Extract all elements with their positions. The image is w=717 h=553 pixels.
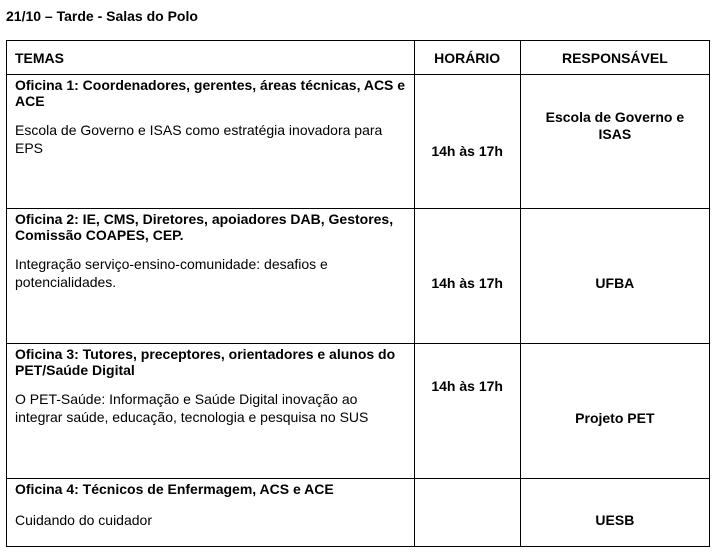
responsible-value: Projeto PET	[575, 410, 655, 426]
workshop-description: Cuidando do cuidador	[15, 512, 152, 528]
page-heading: 21/10 – Tarde - Salas do Polo	[6, 8, 198, 24]
workshop-description: O PET-Saúde: Informação e Saúde Digital inovação ao integrar saúde, educação, tecnologia e pesquisa no SUS	[15, 391, 369, 425]
time-cell	[414, 209, 520, 344]
table-row	[7, 75, 710, 209]
responsible-value: UFBA	[595, 275, 635, 291]
workshop-title: Oficina 3: Tutores, preceptores, orientadores e alunos do PET/Saúde Digital	[15, 346, 396, 378]
time-value: 14h às 17h	[431, 143, 503, 159]
column-header-temas: TEMAS	[7, 41, 415, 75]
theme-cell	[7, 344, 415, 479]
column-header-responsavel: RESPONSÁVEL	[520, 41, 709, 75]
time-value: 14h às 17h	[431, 275, 503, 291]
theme-cell	[7, 479, 415, 547]
schedule-table	[6, 40, 710, 547]
responsible-value: UESB	[595, 512, 635, 528]
theme-cell	[7, 209, 415, 344]
responsible-cell	[520, 75, 709, 209]
time-value: 14h às 17h	[431, 378, 503, 394]
column-header-horario: HORÁRIO	[414, 41, 520, 75]
workshop-description: Escola de Governo e ISAS como estratégia inovadora para EPS	[15, 122, 383, 156]
workshop-title: Oficina 2: IE, CMS, Diretores, apoiadores DAB, Gestores, Comissão COAPES, CEP.	[15, 211, 394, 243]
workshop-description: Integração serviço-ensino-comunidade: desafios e potencialidades.	[15, 256, 328, 290]
theme-cell	[7, 75, 415, 209]
responsible-value: Escola de Governo e ISAS	[545, 109, 685, 142]
time-cell	[414, 75, 520, 209]
table-row	[7, 344, 710, 479]
responsible-cell	[520, 344, 709, 479]
responsible-cell	[520, 209, 709, 344]
time-cell	[414, 344, 520, 479]
table-header-row	[7, 41, 710, 75]
workshop-title: Oficina 1: Coordenadores, gerentes, áreas técnicas, ACS e ACE	[15, 77, 406, 109]
table-row	[7, 479, 710, 547]
responsible-cell	[520, 479, 709, 547]
workshop-title: Oficina 4: Técnicos de Enfermagem, ACS e ACE	[15, 481, 334, 497]
time-cell	[414, 479, 520, 547]
table-row	[7, 209, 710, 344]
